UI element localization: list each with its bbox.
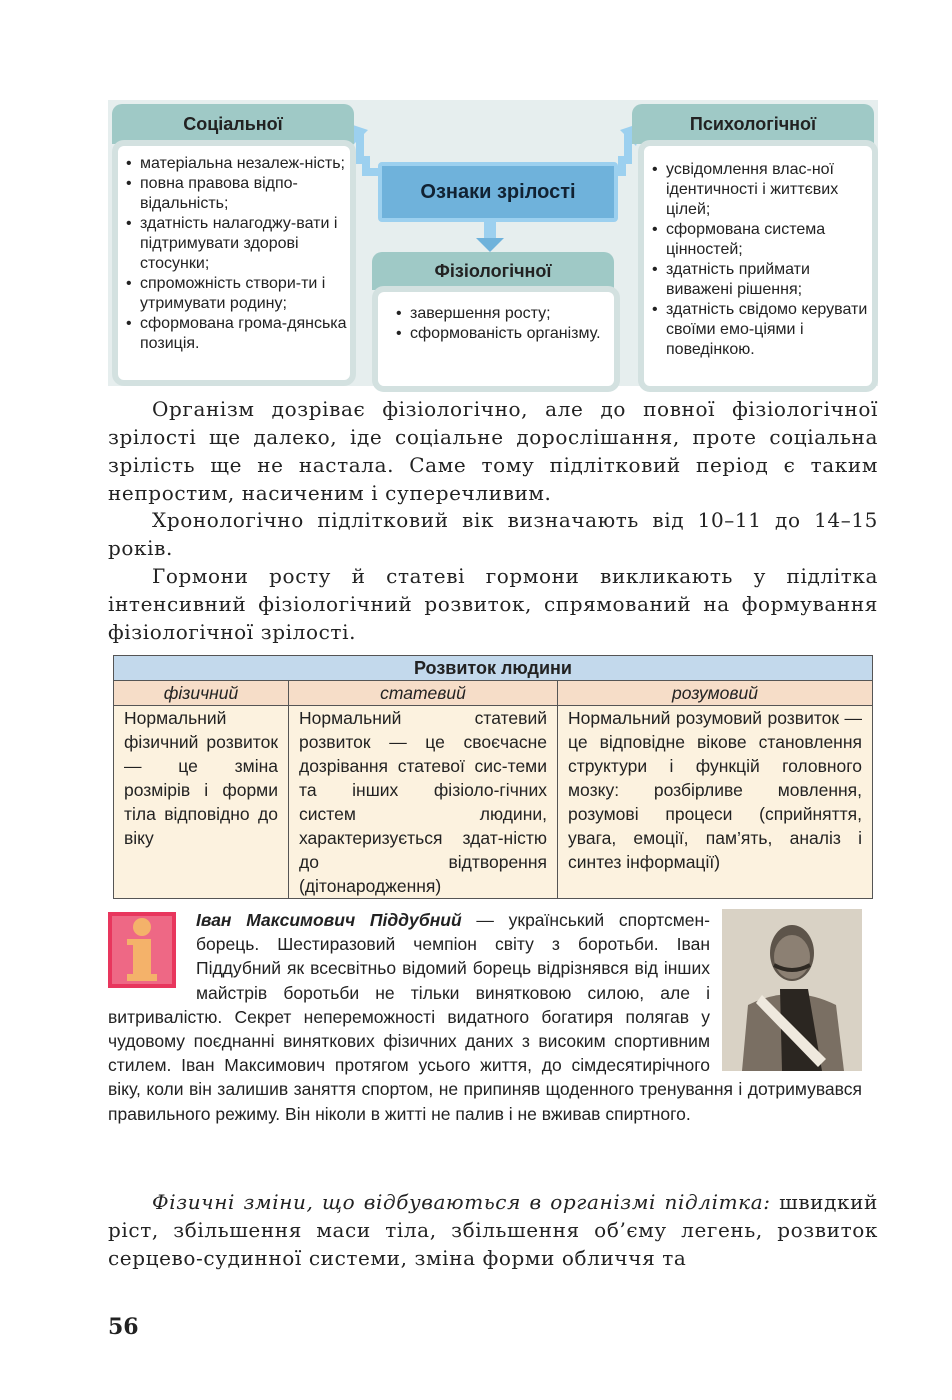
arrow-left: [354, 138, 380, 172]
table-title: Розвиток людини: [114, 656, 873, 681]
physiological-maturity-box: [372, 286, 620, 392]
list-item: • усвідомлення влас-ної ідентичності і життєвих цілей;: [652, 160, 872, 220]
list-item: • здатність приймати виважені рішення;: [652, 260, 872, 300]
social-maturity-box: [112, 140, 356, 386]
list-item: • повна правова відпо-відальність;: [126, 174, 350, 214]
paragraph-text: Гормони росту й статеві гормони викликають у підлітка інтенсивний фізіологічний розвиток, спрямований на формування фізіологічної зрілості.: [108, 564, 878, 644]
social-maturity-title: Соціальної: [112, 104, 354, 144]
paragraph: [108, 562, 878, 646]
arrow-down-head: [476, 238, 504, 252]
list-item: • завершення росту;: [396, 304, 614, 324]
column-header: розумовий: [558, 681, 873, 706]
physiological-maturity-list: [396, 304, 614, 344]
page-number: 56: [108, 1314, 139, 1340]
column-header: фізичний: [114, 681, 289, 706]
physiological-maturity-title: Фізіологічної: [372, 252, 614, 290]
paragraph: [108, 1188, 878, 1272]
paragraph: [108, 506, 878, 562]
person-name: Іван Максимович Піддубний: [196, 910, 462, 930]
list-item: • спроможність створи-ти і утримувати родину;: [126, 274, 350, 314]
info-text: — український спортсмен-борець. Шестиразовий чемпіон світу з боротьби. Іван Піддубний як всесвітньо відомий борець відрізнявся від інших майстрів боротьби не тільки винятковою силою, але і витривалістю. Секрет непереможності видатного богатиря полягав у чудовому поєднанні виняткових фізичних даних з високим спортивним стилем. Іван Максимович протягом усього життя, до сімдесятирічного віку, коли він залишив заняття спортом, не припиняв щоденного тренування і дотримувався правильного режиму. Він ніколи в житті не палив і не вживав спиртного.: [108, 910, 862, 1124]
paragraph-text: Організм дозріває фізіологічно, але до повної фізіологічної зрілості ще далеко, іде соціальне дорослішання, проте соціальна зрілість ще не настала. Саме тому підлітковий період є таким непростим, насиченим і суперечливим.: [108, 397, 878, 505]
list-item: • здатність свідомо керувати своїми емо-ціями і поведінкою.: [652, 300, 872, 360]
table-cell: Нормальний статевий розвиток — це своєчасне дозрівання статевої сис-теми та інших фізіоло-гічних систем людини, характеризується здат-ністю до відтворення (дітонародження): [289, 706, 558, 899]
table-cell: Нормальний розумовий розвиток — це відповідне вікове становлення структури і функцій головного мозку: розбірливе мовлення, розумові процеси (сприйняття, увага, емоції, пам’ять, аналіз і синтез інформації): [558, 706, 873, 899]
maturity-diagram: [108, 100, 878, 386]
psychological-maturity-list: [652, 160, 872, 360]
paragraph-italic-lead: Фізичні зміни, що відбуваються в організмі підлітка:: [152, 1190, 771, 1214]
list-item: • здатність налагоджу-вати і підтримувати здорові стосунки;: [126, 214, 350, 274]
list-item: • сформована грома-дянська позиція.: [126, 314, 350, 354]
column-header: статевий: [289, 681, 558, 706]
social-maturity-list: [126, 154, 350, 354]
photo-spacer: [710, 908, 862, 1076]
icon-spacer: [108, 908, 196, 1004]
paragraph-text: Хронологічно підлітковий вік визначають від 10–11 до 14–15 років.: [108, 508, 878, 560]
list-item: • сформованість організму.: [396, 324, 614, 344]
human-development-table: [113, 655, 873, 899]
diagram-center-title: Ознаки зрілості: [378, 162, 618, 222]
info-text-block: [108, 908, 862, 1126]
psychological-maturity-box: [638, 140, 878, 392]
list-item: • сформована система цінностей;: [652, 220, 872, 260]
psychological-maturity-title: Психологічної: [632, 104, 874, 144]
table-cell: Нормальний фізичний розвиток — це зміна розмірів і форми тіла відповідно до віку: [114, 706, 289, 899]
list-item: • матеріальна незалеж-ність;: [126, 154, 350, 174]
paragraph-text: швидкий ріст, збільшення маси тіла, збільшення об’єму легень, розвиток серцево-судинної системи, зміна форми обличчя та: [108, 1190, 878, 1270]
paragraph: [108, 395, 878, 507]
